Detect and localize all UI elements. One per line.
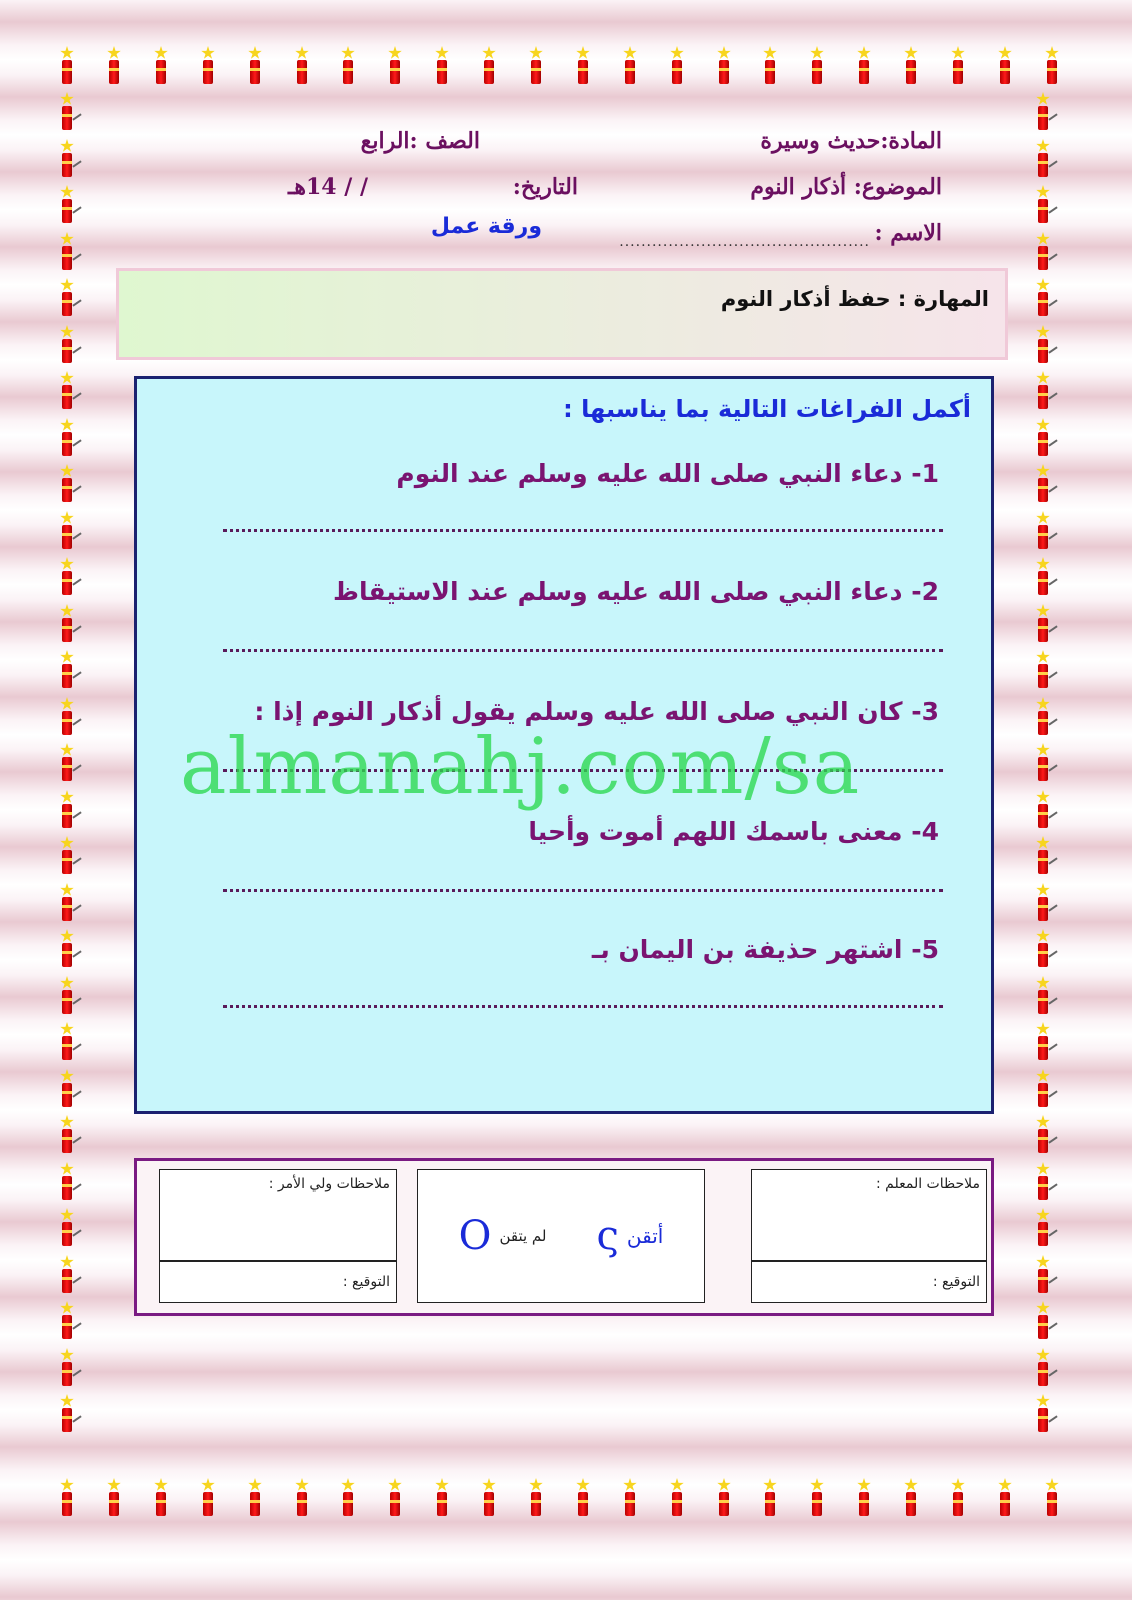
candle-icon [105,46,123,86]
not-mastered-label: لم يتقن [499,1227,547,1245]
candle-icon [1034,883,1052,923]
answer-line-5[interactable] [223,1005,943,1008]
teacher-signature-cell[interactable] [751,1261,987,1303]
candle-icon [58,1394,76,1434]
candle-icon [58,139,76,179]
candle-icon [902,46,920,86]
candle-icon [1034,232,1052,272]
candle-icon [949,46,967,86]
candle-icon [1034,976,1052,1016]
candle-icon [527,46,545,86]
sheet-title: ورقة عمل [430,214,542,239]
candle-icon [58,185,76,225]
candle-icon [58,371,76,411]
candle-icon [58,557,76,597]
watermark-text: almanahj.com/sa [180,722,861,812]
candle-icon [1034,1301,1052,1341]
candle-icon [58,46,76,86]
candle-icon [1034,650,1052,690]
candle-icon [996,1478,1014,1518]
candle-icon [1034,511,1052,551]
candle-icon [1034,1348,1052,1388]
candle-icon [1034,743,1052,783]
candle-icon [574,1478,592,1518]
candle-icon [246,1478,264,1518]
mastered-symbol-icon: ς [596,1213,619,1259]
teacher-signature-label: التوقيع : [932,1274,980,1290]
grade-label: الصف :الرابع [360,128,480,154]
mastery-cell [417,1169,705,1303]
candle-icon [715,46,733,86]
candle-icon [58,1255,76,1295]
candle-icon [246,46,264,86]
candle-icon [527,1478,545,1518]
candle-icon [1034,604,1052,644]
parent-signature-label: التوقيع : [342,1274,390,1290]
question-2: 2- دعاء النبي صلى الله عليه وسلم عند الاستيقاظ [333,577,939,606]
teacher-notes-label: ملاحظات المعلم : [875,1176,980,1192]
not-mastered-symbol-icon: O [458,1213,492,1259]
questions-heading: أكمل الفراغات التالية بما يناسبها : [563,395,971,423]
question-4: 4- معنى باسمك اللهم أموت وأحيا [528,817,939,846]
answer-line-1[interactable] [223,529,943,532]
candle-icon [855,1478,873,1518]
candle-icon [621,46,639,86]
candle-icon [1034,697,1052,737]
question-1: 1- دعاء النبي صلى الله عليه وسلم عند النوم [396,459,939,488]
candle-icon [58,836,76,876]
teacher-notes-cell[interactable] [751,1169,987,1261]
candle-icon [1043,46,1061,86]
candle-icon [1034,557,1052,597]
candle-icon [1034,1255,1052,1295]
candle-icon [480,46,498,86]
candle-icon [433,46,451,86]
candle-icon [58,278,76,318]
candle-icon [58,511,76,551]
candle-icon [1034,371,1052,411]
candle-icon [1034,836,1052,876]
candle-icon [58,976,76,1016]
candle-icon [1034,1394,1052,1434]
candle-icon [199,1478,217,1518]
candle-icon [621,1478,639,1518]
candle-icon [1034,325,1052,365]
candle-icon [715,1478,733,1518]
candle-icon [761,1478,779,1518]
mastered-option[interactable] [596,1213,663,1259]
skill-text: المهارة : حفظ أذكار النوم [720,287,989,311]
candle-icon [1034,1115,1052,1155]
candle-icon [58,604,76,644]
candle-icon [58,1478,76,1518]
candle-icon [433,1478,451,1518]
candle-icon [574,46,592,86]
candle-icon [386,1478,404,1518]
candle-icon [1034,1069,1052,1109]
candle-icon [152,1478,170,1518]
candle-icon [199,46,217,86]
candle-icon [1034,278,1052,318]
candle-icon [58,464,76,504]
candle-icon [58,1348,76,1388]
candle-icon [58,325,76,365]
subject-label: المادة:حديث وسيرة [760,128,942,154]
candle-icon [855,46,873,86]
candle-icon [339,46,357,86]
candle-icon [761,46,779,86]
candle-icon [58,790,76,830]
evaluation-table [134,1158,994,1316]
not-mastered-option[interactable] [459,1213,547,1259]
skill-box [116,268,1008,360]
candle-icon [339,1478,357,1518]
candle-icon [58,1069,76,1109]
candle-icon [58,418,76,458]
candle-icon [1034,185,1052,225]
candle-icon [58,1115,76,1155]
question-3: 3- كان النبي صلى الله عليه وسلم يقول أذكار النوم إذا : [254,697,939,726]
candle-icon [58,650,76,690]
topic-label: الموضوع: أذكار النوم [750,174,942,200]
candle-icon [58,92,76,132]
question-5: 5- اشتهر حذيفة بن اليمان بـ [591,935,939,964]
candle-icon [808,46,826,86]
candle-icon [58,232,76,272]
candle-icon [105,1478,123,1518]
candle-icon [1034,1162,1052,1202]
candle-icon [1034,92,1052,132]
mastered-label: أتقن [626,1224,664,1248]
candle-icon [1034,790,1052,830]
candle-icon [58,883,76,923]
name-dots: .............................................. [619,234,870,250]
candle-icon [58,743,76,783]
candle-icon [808,1478,826,1518]
candle-icon [386,46,404,86]
candle-icon [58,1022,76,1062]
candle-icon [1034,1208,1052,1248]
date-value: / / 14هـ [287,174,368,200]
answer-line-4[interactable] [223,889,943,892]
candle-icon [58,929,76,969]
candle-icon [293,46,311,86]
candle-icon [1043,1478,1061,1518]
name-field[interactable] [619,226,870,252]
candle-icon [58,697,76,737]
date-label: التاريخ: [512,174,578,200]
parent-signature-cell[interactable] [159,1261,397,1303]
answer-line-2[interactable] [223,649,943,652]
candle-icon [1034,464,1052,504]
candle-icon [668,1478,686,1518]
candle-icon [58,1301,76,1341]
candle-icon [480,1478,498,1518]
parent-notes-cell[interactable] [159,1169,397,1261]
candle-icon [996,46,1014,86]
candle-icon [152,46,170,86]
candle-icon [902,1478,920,1518]
candle-icon [949,1478,967,1518]
candle-icon [58,1208,76,1248]
candle-icon [1034,929,1052,969]
candle-icon [668,46,686,86]
candle-icon [1034,418,1052,458]
parent-notes-label: ملاحظات ولي الأمر : [268,1176,390,1192]
candle-icon [1034,139,1052,179]
candle-icon [293,1478,311,1518]
candle-icon [58,1162,76,1202]
candle-icon [1034,1022,1052,1062]
name-label: الاسم : [874,220,942,246]
